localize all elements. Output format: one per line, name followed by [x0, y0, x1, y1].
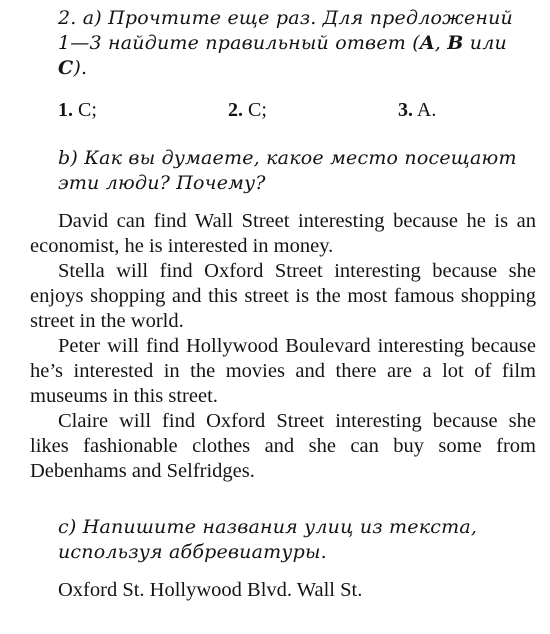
answer-3 [398, 99, 436, 122]
paragraph-stella: Stella will find Oxford Street interesting because she enjoys shopping and this street is the most famous shopping street in the world. [30, 260, 536, 332]
option-or-word: или [463, 32, 507, 54]
answer-1-value: C; [78, 99, 97, 121]
task-a-line-1: 2. a) Прочтите еще раз. Для предложений [58, 7, 513, 29]
paragraph-peter: Peter will find Hollywood Boulevard interesting because he’s interested in the movies and there are a lot of film museums in this street. [30, 335, 536, 407]
answers-row [58, 99, 536, 125]
answer-2-number: 2. [228, 99, 243, 121]
answer-2-value: C; [248, 99, 267, 121]
task-b-line-2: эти люди? Почему? [58, 172, 266, 194]
option-b: B [447, 32, 464, 54]
answer-3-number: 3. [398, 99, 413, 121]
answer-3-value: A. [416, 99, 437, 121]
task-c-line-1: c) Напишите названия улиц из текста, [58, 516, 478, 538]
option-a: A [419, 32, 435, 54]
paragraph-david: David can find Wall Street interesting because he is an economist, he is interested in money. [30, 210, 536, 257]
task-c-line-2: используя аббревиатуры. [58, 541, 327, 563]
option-separator: , [434, 32, 448, 54]
answer-2 [228, 99, 267, 122]
task-a-line-2-text: 1—3 найдите правильный ответ ( [58, 32, 420, 54]
abbreviations-answer: Oxford St. Hollywood Blvd. Wall St. [58, 579, 363, 601]
answer-1 [58, 99, 97, 122]
task-c-instruction [58, 515, 536, 565]
answer-1-number: 1. [58, 99, 73, 121]
task-a-line-3 [58, 56, 536, 81]
task-a-line-3-end: ). [73, 57, 88, 79]
option-c: C [58, 57, 74, 79]
task-a-instruction [58, 6, 536, 81]
task-a-line-2 [58, 31, 536, 56]
answer-paragraphs [30, 209, 536, 484]
task-b-instruction [58, 146, 536, 196]
task-b-line-1: b) Как вы думаете, какое место посещают [58, 147, 517, 169]
paragraph-claire: Claire will find Oxford Street interesting because she likes fashionable clothes and she can buy some from Debenhams and Selfridges. [30, 410, 536, 482]
